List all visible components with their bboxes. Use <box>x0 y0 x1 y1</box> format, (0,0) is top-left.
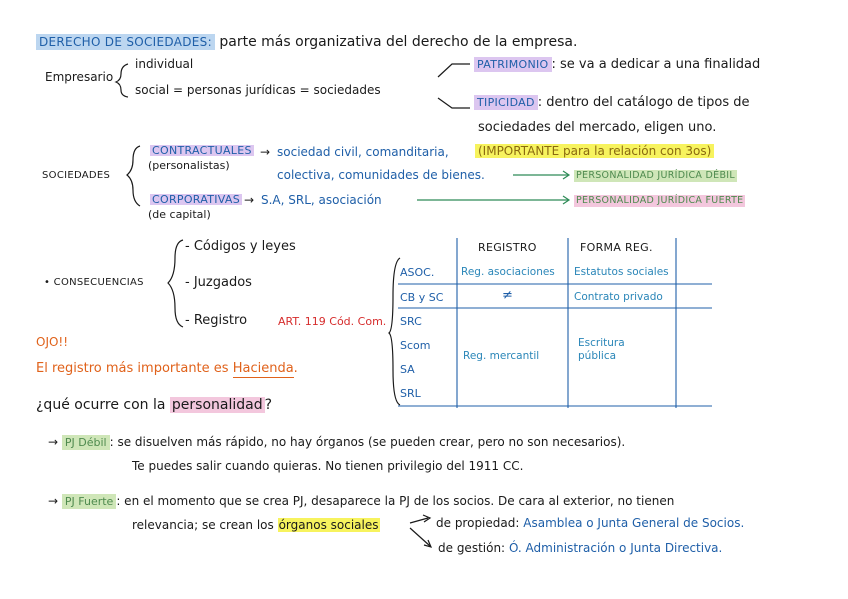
tipicidad-text: : dentro del catálogo de tipos de <box>537 95 750 110</box>
table-header-registro: REGISTRO <box>478 241 537 254</box>
question-highlight: personalidad <box>171 397 263 413</box>
table-group-type: Scom <box>400 339 431 352</box>
table-group-registro: Reg. mercantil <box>463 350 540 362</box>
patrimonio-tipicidad-branch <box>438 64 470 108</box>
header-line <box>36 35 577 49</box>
tipicidad-label: TIPICIDAD <box>474 95 538 110</box>
table-brace <box>389 258 400 405</box>
table-row-forma: Contrato privado <box>574 291 663 303</box>
table-group-forma: Escritura pública <box>578 337 625 362</box>
ojo-text: El registro más importante es <box>36 361 233 376</box>
pj-fuerte-text-2: relevancia; se crean los <box>132 518 278 532</box>
table-group-type: SA <box>400 363 415 376</box>
question-text: ¿qué ocurre con la <box>36 397 170 413</box>
empresario-individual: individual <box>135 57 194 71</box>
pj-fuerte-note-line1 <box>48 495 674 507</box>
gestion-label: de gestión: <box>438 541 506 555</box>
ojo-label: OJO!! <box>36 335 69 349</box>
ojo-highlight: Hacienda <box>232 361 294 376</box>
registry-table-grid <box>398 238 712 408</box>
empresario-label: Empresario <box>45 70 114 84</box>
corporativas-sub: (de capital) <box>148 208 211 221</box>
consecuencia-item-2: - Juzgados <box>185 275 252 290</box>
corporativas-arrow: → <box>244 193 255 207</box>
table-group-type: SRC <box>400 315 422 328</box>
tipicidad-line <box>474 96 750 109</box>
important-note: (IMPORTANTE para la relación con 3os) <box>475 144 714 158</box>
contractuales-examples: sociedad civil, comanditaria, <box>277 145 449 159</box>
table-row-registro: Reg. asociaciones <box>461 266 555 278</box>
contractuales-arrow: → <box>260 145 271 159</box>
propiedad-label: de propiedad: <box>436 516 520 530</box>
organos-propiedad <box>436 517 744 529</box>
corporativas-label: CORPORATIVAS <box>152 193 241 206</box>
sociedades-brace <box>127 146 140 206</box>
pj-debil-note-line2: Te puedes salir cuando quieras. No tienen privilegio del 1911 CC. <box>132 459 524 473</box>
patrimonio-label: PATRIMONIO <box>474 57 552 72</box>
table-row-registro: ≠ <box>502 288 513 303</box>
table-row-forma: Estatutos sociales <box>574 266 669 278</box>
organos-branch <box>410 518 430 546</box>
consecuencia-item-3: - Registro <box>185 313 248 328</box>
pj-debil-note-line1 <box>48 436 625 448</box>
contractuales-label: CONTRACTUALES <box>152 144 252 157</box>
pj-fuerte-label: PJ Fuerte <box>62 494 116 509</box>
table-row-type: ASOC. <box>400 266 435 279</box>
sociedades-label: SOCIEDADES <box>42 170 111 181</box>
arrow-icon: → <box>48 435 62 449</box>
table-row-type: CB y SC <box>400 291 444 304</box>
pj-fuerte-text: : en el momento que se crea PJ, desaparece la PJ de los socios. De cara al exterior, no tienen <box>116 494 675 508</box>
personalidad-question <box>36 398 272 412</box>
pj-fuerte-note-line2 <box>132 519 380 531</box>
ojo-note <box>36 362 298 375</box>
propiedad-value: Asamblea o Junta General de Socios. <box>523 516 745 530</box>
organos-sociales-highlight: órganos sociales <box>278 518 379 532</box>
page-title: DERECHO DE SOCIEDADES: <box>36 34 215 50</box>
organos-gestion <box>438 542 722 554</box>
contractuales-sub: (personalistas) <box>148 159 230 172</box>
empresario-brace <box>116 64 128 97</box>
pj-debil-text: : se disuelven más rápido, no hay órganos (se pueden crear, pero no son necesarios). <box>109 435 626 449</box>
consecuencias-brace <box>168 240 183 327</box>
contractuales-examples-2: colectiva, comunidades de bienes. <box>277 168 485 182</box>
pj-fuerte-badge: PERSONALIDAD JURÍDICA FUERTE <box>576 195 744 206</box>
empresario-social: social = personas jurídicas = sociedades <box>135 83 381 97</box>
corporativas-examples: S.A, SRL, asociación <box>261 193 382 207</box>
table-header-forma: FORMA REG. <box>580 241 653 254</box>
pj-debil-badge: PERSONALIDAD JURÍDICA DÉBIL <box>576 170 735 181</box>
pj-debil-label: PJ Débil <box>62 435 110 450</box>
patrimonio-line <box>474 58 760 71</box>
consecuencias-label: • CONSECUENCIAS <box>44 277 144 288</box>
header-definition: parte más organizativa del derecho de la empresa. <box>219 34 578 50</box>
gestion-value: Ó. Administración o Junta Directiva. <box>508 541 723 555</box>
arrow-icon: → <box>48 494 62 508</box>
tipicidad-text-2: sociedades del mercado, eligen uno. <box>478 120 717 135</box>
consecuencia-item-1: - Códigos y leyes <box>185 239 296 254</box>
table-group-type: SRL <box>400 387 421 400</box>
patrimonio-text: : se va a dedicar a una finalidad <box>551 57 761 72</box>
art-reference: ART. 119 Cód. Com. <box>278 315 387 328</box>
ojo-text-end: . <box>293 361 298 376</box>
question-end: ? <box>264 397 273 413</box>
